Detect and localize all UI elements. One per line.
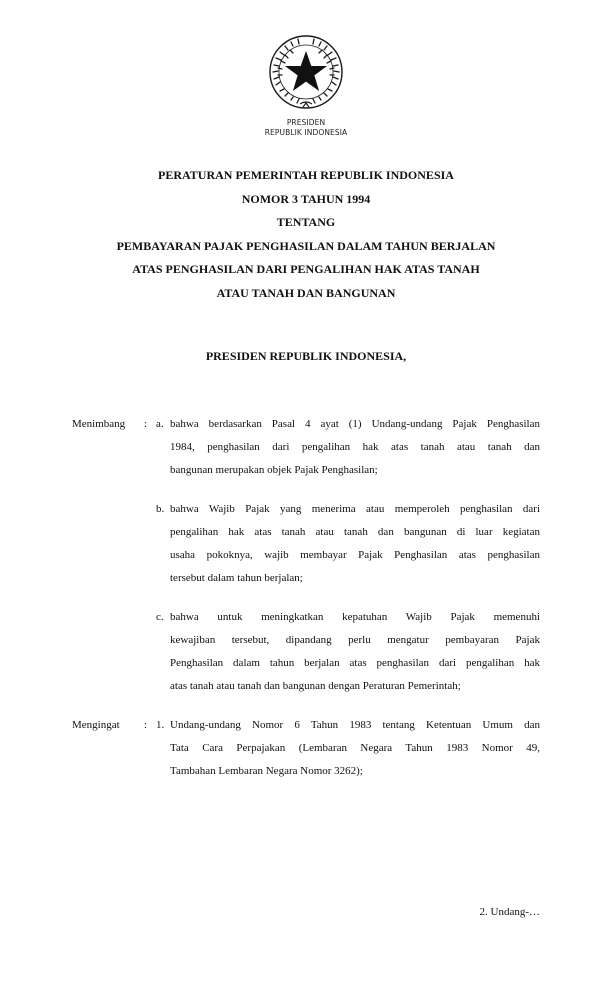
section-colon: : — [144, 719, 148, 731]
presidential-seal-icon — [266, 33, 346, 113]
page-continuation-marker: 2. Undang-… — [479, 906, 540, 918]
item-text — [170, 413, 540, 482]
text-line: pengalihan hak atas tanah atau tanah dan bangunan di luar kegiatan — [170, 526, 540, 538]
title-subject-line: ATAU TANAH DAN BANGUNAN — [216, 285, 396, 300]
text-line: bahwa Wajib Pajak yang menerima atau memperoleh penghasilan dari — [170, 503, 540, 515]
item-marker: c. — [156, 611, 164, 623]
text-line: atas tanah atau tanah dan bangunan dengan Peraturan Pemerintah; — [170, 680, 461, 692]
item-marker: b. — [156, 503, 165, 515]
title-number: NOMOR 3 TAHUN 1994 — [241, 191, 371, 206]
item-text — [170, 498, 540, 590]
item-marker: 1. — [156, 719, 165, 731]
issuer-heading: PRESIDEN REPUBLIK INDONESIA, — [205, 349, 407, 363]
text-line: bahwa untuk meningkatkan kepatuhan Wajib Pajak memenuhi — [170, 611, 540, 623]
text-line: Undang-undang Nomor 6 Tahun 1983 tentang Ketentuan Umum dan — [170, 719, 540, 731]
text-line: Tata Cara Perpajakan (Lembaran Negara Tahun 1983 Nomor 49, — [170, 742, 540, 754]
title-tentang: TENTANG — [276, 215, 336, 229]
office-label-line2: REPUBLIK INDONESIA — [264, 128, 348, 137]
document-title — [0, 164, 612, 305]
text-line: kewajiban tersebut, dipandang perlu mengatur pembayaran Pajak — [170, 634, 540, 646]
title-line: PERATURAN PEMERINTAH REPUBLIK INDONESIA — [158, 168, 454, 182]
item-text — [170, 606, 540, 698]
text-line: bangunan merupakan objek Pajak Penghasilan; — [170, 464, 378, 476]
section-label: Menimbang — [72, 418, 126, 430]
section-label: Mengingat — [72, 719, 120, 731]
text-line: Penghasilan dalam tahun berjalan atas penghasilan dari pengalihan hak — [170, 657, 540, 669]
text-line: tersebut dalam tahun berjalan; — [170, 572, 303, 584]
title-subject-line: ATAS PENGHASILAN DARI PENGALIHAN HAK ATAS TANAH — [132, 262, 480, 276]
office-label-line1: PRESIDEN — [286, 118, 326, 127]
item-marker: a. — [156, 418, 164, 430]
text-line: bahwa berdasarkan Pasal 4 ayat (1) Undang-undang Pajak Penghasilan — [170, 418, 540, 430]
text-line: 1984, penghasilan dari pengalihan hak atas tanah atau tanah dan — [170, 441, 540, 453]
text-line: usaha pokoknya, wajib membayar Pajak Penghasilan atas penghasilan — [170, 549, 540, 561]
item-text — [170, 714, 540, 783]
section-colon: : — [144, 418, 148, 430]
text-line: Tambahan Lembaran Negara Nomor 3262); — [170, 765, 363, 777]
title-subject-line: PEMBAYARAN PAJAK PENGHASILAN DALAM TAHUN BERJALAN — [116, 238, 496, 253]
